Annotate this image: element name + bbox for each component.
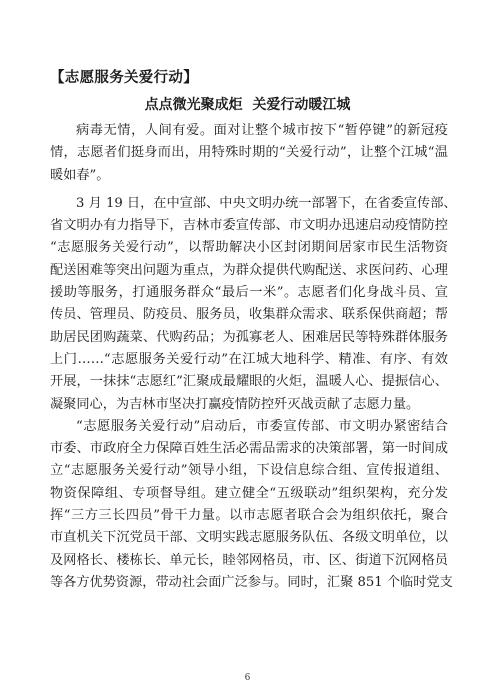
- text-line: 3 月 19 日，在中宣部、中央文明办统一部署下，在省委宣传部、: [76, 195, 457, 211]
- text-line: “志愿服务关爱行动”，以帮助解决小区封闭期间居家市民生活物资: [50, 240, 448, 256]
- page-number: 6: [244, 673, 251, 683]
- text-line: 传员、管理员、防疫员、服务员，收集群众需求、联系保供商超；帮: [50, 307, 448, 323]
- text-line: 病毒无情，人间有爱。面对让整个城市按下“暂停键”的新冠疫: [76, 123, 448, 138]
- article-body: [50, 120, 457, 594]
- section-tag: 【志愿服务关爱行动】: [50, 70, 198, 86]
- text-line: 开展，一抹抹“志愿红”汇聚成最耀眼的火炬，温暖人心、提振信心、: [50, 374, 448, 390]
- text-line: 暖如春”。: [50, 167, 110, 183]
- article-title: 点点微光聚成炬 关爱行动暖江城: [144, 97, 351, 113]
- text-line: 及网格长、楼栋长、单元长，睦邻网格员，市、区、街道下沉网格员: [50, 552, 448, 568]
- text-line: 立“志愿服务关爱行动”领导小组，下设信息综合组、宣传报道组、: [50, 463, 448, 479]
- paragraph: [50, 416, 453, 594]
- text-line: 配送困难等突出问题为重点，为群众提供代购配送、求医问药、心理: [50, 262, 448, 278]
- text-line: 情，志愿者们挺身而出，用特殊时期的“关爱行动”，让整个江城“温: [50, 145, 448, 161]
- text-line: 上门……“志愿服务关爱行动”在江城大地科学、精准、有序、有效: [50, 351, 448, 367]
- text-line: 市直机关下沉党员干部、文明实践志愿服务队伍、各级文明单位，以: [50, 530, 448, 546]
- paragraph: [50, 193, 457, 416]
- text-line: 援助等服务，打通服务群众“最后一米”。志愿者们化身战斗员、宣: [50, 285, 448, 301]
- text-line: 等各方优势资源，带动社会面广泛参与。同时，汇聚 851 个临时党支: [50, 574, 453, 590]
- text-line: 凝聚同心，为吉林市坚决打赢疫情防控歼灭战贡献了志愿力量。: [50, 396, 420, 412]
- text-line: 物资保障组、专项督导组。建立健全“五级联动”组织架构，充分发: [50, 485, 448, 501]
- text-line: 挥“三方三长四员”骨干力量。以市志愿者联合会为组织依托，聚合: [50, 508, 448, 524]
- text-line: 省文明办有力指导下，吉林市委宣传部、市文明办迅速启动疫情防控: [50, 218, 448, 234]
- text-line: 助居民团购蔬菜、代购药品；为孤寡老人、困难居民等特殊群体服务: [50, 329, 448, 345]
- text-line: 市委、市政府全力保障百姓生活必需品需求的决策部署，第一时间成: [50, 441, 448, 457]
- paragraph: [50, 120, 448, 187]
- text-line: “志愿服务关爱行动”启动后，市委宣传部、市文明办紧密结合: [76, 418, 448, 434]
